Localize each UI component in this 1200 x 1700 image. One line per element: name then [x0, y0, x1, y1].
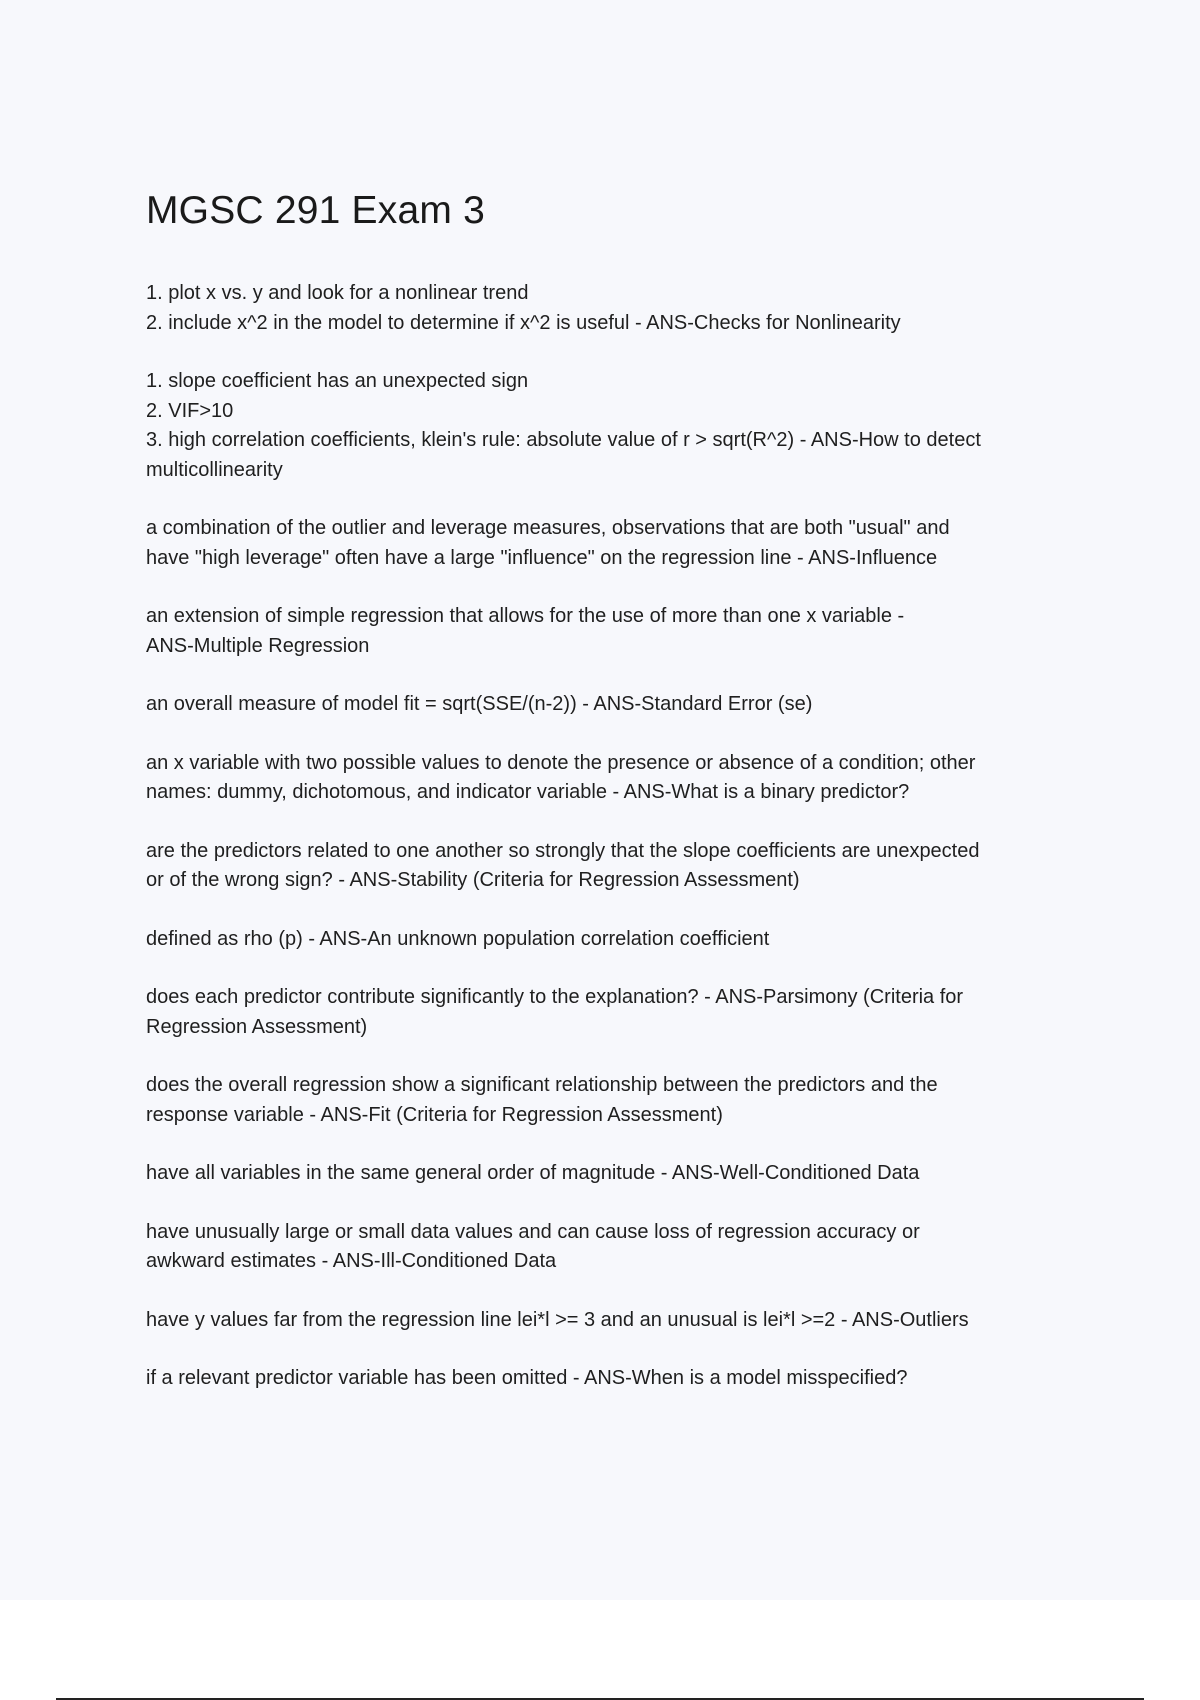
flashcard-entry [146, 1218, 1106, 1277]
entry-line: have unusually large or small data values and can cause loss of regression accuracy or [146, 1220, 920, 1243]
flashcard-entry [146, 514, 1106, 573]
entry-line: 2. VIF>10 [146, 399, 234, 422]
flashcard-entry [146, 925, 1106, 955]
entry-line: multicollinearity [146, 458, 283, 481]
entry-line: defined as rho (p) - ANS-An unknown population correlation coefficient [146, 927, 770, 950]
entry-line: a combination of the outlier and leverage measures, observations that are both "usual" and [146, 517, 950, 539]
flashcard-entry [146, 1306, 1106, 1336]
entry-line: awkward estimates - ANS-Ill-Conditioned Data [146, 1250, 557, 1272]
entry-line: if a relevant predictor variable has been omitted - ANS-When is a model misspecified? [146, 1367, 908, 1389]
entry-line: does the overall regression show a significant relationship between the predictors and the [146, 1074, 938, 1096]
entry-line: 1. slope coefficient has an unexpected sign [146, 370, 529, 392]
flashcard-entry [146, 1071, 1106, 1130]
entry-line: ANS-Multiple Regression [146, 634, 370, 657]
entry-line: 2. include x^2 in the model to determine if x^2 is useful - ANS-Checks for Nonlinearity [146, 311, 901, 334]
flashcard-entry [146, 602, 1106, 661]
flashcard-entry [146, 690, 1106, 720]
entry-line: response variable - ANS-Fit (Criteria for Regression Assessment) [146, 1103, 723, 1126]
entry-line: 1. plot x vs. y and look for a nonlinear trend [146, 282, 529, 304]
flashcard-list [146, 279, 1106, 1423]
entry-line: an overall measure of model fit = sqrt(SSE/(n-2)) - ANS-Standard Error (se) [146, 693, 813, 715]
entry-line: an x variable with two possible values to denote the presence or absence of a condition; other [146, 751, 976, 774]
entry-line: are the predictors related to one another so strongly that the slope coefficients are unexpected [146, 839, 980, 862]
flashcard-entry [146, 1364, 1106, 1394]
entry-line: have y values far from the regression line lei*l >= 3 and an unusual is lei*l >=2 - ANS-Outliers [146, 1308, 969, 1331]
entry-line: have all variables in the same general order of magnitude - ANS-Well-Conditioned Data [146, 1162, 920, 1184]
flashcard-entry [146, 749, 1106, 808]
entry-line: or of the wrong sign? - ANS-Stability (Criteria for Regression Assessment) [146, 869, 800, 891]
entry-line: have "high leverage" often have a large "influence" on the regression line - ANS-Influence [146, 546, 938, 569]
page-title: MGSC 291 Exam 3 [146, 189, 485, 232]
entry-line: Regression Assessment) [146, 1015, 368, 1038]
flashcard-entry [146, 983, 1106, 1042]
flashcard-entry [146, 367, 1106, 485]
entry-line: 3. high correlation coefficients, klein's rule: absolute value of r > sqrt(R^2) - ANS-How to detect [146, 429, 981, 451]
flashcard-entry [146, 279, 1106, 338]
entry-line: an extension of simple regression that allows for the use of more than one x variable - [146, 605, 905, 627]
flashcard-entry [146, 837, 1106, 896]
entry-line: names: dummy, dichotomous, and indicator variable - ANS-What is a binary predictor? [146, 781, 910, 803]
flashcard-entry [146, 1159, 1106, 1189]
entry-line: does each predictor contribute significantly to the explanation? - ANS-Parsimony (Criteria for [146, 986, 964, 1008]
